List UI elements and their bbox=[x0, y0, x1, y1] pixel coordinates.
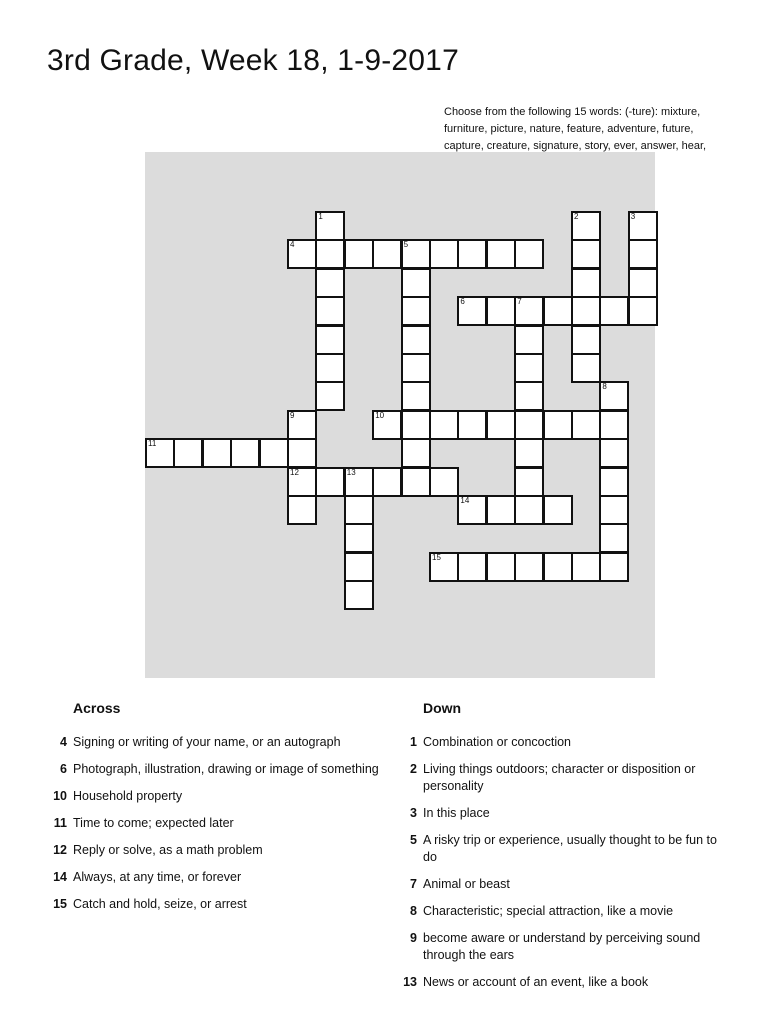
crossword-cell[interactable] bbox=[599, 410, 629, 440]
crossword-cell[interactable] bbox=[457, 296, 487, 326]
clue-number: 7 bbox=[410, 877, 417, 891]
crossword-cell[interactable] bbox=[514, 438, 544, 468]
across-clue-list bbox=[53, 734, 383, 913]
clue-number: 9 bbox=[410, 931, 417, 945]
clue-number: 10 bbox=[375, 410, 385, 420]
crossword-cell[interactable] bbox=[599, 523, 629, 553]
crossword-cell[interactable] bbox=[315, 353, 345, 383]
crossword-cell[interactable] bbox=[344, 495, 374, 525]
crossword-cell[interactable] bbox=[429, 467, 459, 497]
crossword-cell[interactable] bbox=[543, 495, 573, 525]
crossword-cell[interactable] bbox=[315, 211, 345, 241]
clue-text: Catch and hold, seize, or arrest bbox=[73, 897, 247, 911]
clue-number: 3 bbox=[410, 806, 417, 820]
crossword-cell[interactable] bbox=[401, 296, 431, 326]
crossword-cell[interactable] bbox=[628, 268, 658, 298]
crossword-cell[interactable] bbox=[259, 438, 289, 468]
crossword-cell[interactable] bbox=[401, 381, 431, 411]
crossword-cell[interactable] bbox=[599, 552, 629, 582]
crossword-cell[interactable] bbox=[315, 239, 345, 269]
down-clue bbox=[410, 761, 723, 795]
crossword-cell[interactable] bbox=[429, 410, 459, 440]
across-clue bbox=[53, 788, 383, 805]
crossword-cell[interactable] bbox=[401, 410, 431, 440]
crossword-cell[interactable] bbox=[287, 467, 317, 497]
crossword-cell[interactable] bbox=[315, 381, 345, 411]
clue-number: 5 bbox=[403, 240, 409, 250]
clue-number: 1 bbox=[410, 735, 417, 749]
crossword-cell[interactable] bbox=[372, 410, 402, 440]
clue-text: Time to come; expected later bbox=[73, 816, 234, 830]
crossword-cell[interactable] bbox=[571, 325, 601, 355]
clue-number: 8 bbox=[602, 382, 607, 392]
crossword-cell[interactable] bbox=[287, 495, 317, 525]
down-clue bbox=[410, 832, 723, 866]
crossword-cell[interactable] bbox=[315, 296, 345, 326]
crossword-cell[interactable] bbox=[571, 239, 601, 269]
clue-number: 11 bbox=[148, 439, 157, 449]
crossword-cell[interactable] bbox=[571, 552, 601, 582]
crossword-cell[interactable] bbox=[401, 467, 431, 497]
crossword-cell[interactable] bbox=[344, 580, 374, 610]
crossword-cell[interactable] bbox=[486, 296, 516, 326]
clue-number: 2 bbox=[410, 762, 417, 776]
down-clue bbox=[410, 903, 723, 920]
crossword-cell[interactable] bbox=[202, 438, 232, 468]
clue-number: 14 bbox=[53, 870, 67, 884]
down-clue bbox=[410, 930, 723, 964]
across-clue bbox=[53, 896, 383, 913]
word-bank: Choose from the following 15 words: (-ture): mixture, furniture, picture, nature, feature, adventure, future, capture, creature, signature, story, ever, answer, hear, bbox=[444, 106, 707, 152]
clue-number: 11 bbox=[53, 816, 67, 830]
crossword-cell[interactable] bbox=[486, 495, 516, 525]
crossword-cell[interactable] bbox=[628, 296, 658, 326]
crossword-grid bbox=[145, 152, 655, 678]
clue-number: 10 bbox=[53, 789, 67, 803]
clue-number: 6 bbox=[60, 762, 67, 776]
clue-number: 1 bbox=[318, 212, 323, 221]
crossword-cell[interactable] bbox=[401, 239, 431, 269]
crossword-cell[interactable] bbox=[287, 438, 317, 468]
down-clue bbox=[403, 974, 723, 991]
clue-number: 14 bbox=[460, 496, 470, 505]
crossword-cell[interactable] bbox=[457, 410, 487, 440]
crossword-cell[interactable] bbox=[599, 467, 629, 497]
crossword-cell[interactable] bbox=[315, 268, 345, 298]
crossword-cell[interactable] bbox=[486, 239, 516, 269]
crossword-cell[interactable] bbox=[315, 467, 345, 497]
clue-text: In this place bbox=[423, 806, 490, 820]
crossword-cell[interactable] bbox=[173, 438, 203, 468]
crossword-cell[interactable] bbox=[514, 410, 544, 440]
crossword-cell[interactable] bbox=[571, 268, 601, 298]
crossword-cell[interactable] bbox=[514, 239, 544, 269]
crossword-cell[interactable] bbox=[628, 239, 658, 269]
clue-number: 12 bbox=[290, 467, 299, 477]
down-clue bbox=[410, 734, 723, 751]
crossword-cell[interactable] bbox=[628, 211, 658, 241]
crossword-cell[interactable] bbox=[145, 438, 175, 468]
clue-number: 4 bbox=[60, 735, 67, 749]
crossword-cell[interactable] bbox=[543, 410, 573, 440]
clue-number: 13 bbox=[403, 975, 417, 989]
crossword-cell[interactable] bbox=[230, 438, 260, 468]
clue-text: Living things outdoors; character or disposition or personality bbox=[423, 762, 696, 793]
clue-text: Animal or beast bbox=[423, 877, 510, 891]
clue-text: Characteristic; special attraction, like a movie bbox=[423, 904, 674, 918]
clue-text: Always, at any time, or forever bbox=[73, 870, 242, 884]
crossword-cell[interactable] bbox=[486, 410, 516, 440]
down-clue-list bbox=[403, 734, 723, 991]
crossword-cell[interactable] bbox=[543, 296, 573, 326]
crossword-cell[interactable] bbox=[344, 239, 374, 269]
crossword-cell[interactable] bbox=[457, 495, 487, 525]
clue-text: A risky trip or experience, usually thought to be fun to do bbox=[423, 833, 717, 864]
across-heading: Across bbox=[73, 700, 121, 716]
crossword-cell[interactable] bbox=[571, 410, 601, 440]
crossword-cell[interactable] bbox=[571, 353, 601, 383]
crossword-cell[interactable] bbox=[514, 381, 544, 411]
down-clue bbox=[410, 805, 723, 822]
down-clue bbox=[410, 876, 723, 893]
across-clue bbox=[60, 761, 383, 778]
clue-number: 15 bbox=[432, 552, 441, 562]
crossword-cell[interactable] bbox=[514, 467, 544, 497]
crossword-cell[interactable] bbox=[372, 467, 402, 497]
down-heading: Down bbox=[423, 700, 462, 716]
crossword-cell[interactable] bbox=[514, 353, 544, 383]
clue-number: 3 bbox=[630, 212, 636, 221]
crossword-cell[interactable] bbox=[514, 296, 544, 326]
down-clues bbox=[403, 700, 723, 1001]
across-clue bbox=[60, 734, 383, 751]
crossword-cell[interactable] bbox=[401, 438, 431, 468]
clue-number: 9 bbox=[290, 410, 295, 420]
crossword-cell[interactable] bbox=[372, 239, 402, 269]
clue-text: Reply or solve, as a math problem bbox=[73, 843, 263, 857]
crossword-cell[interactable] bbox=[457, 239, 487, 269]
clue-number: 7 bbox=[517, 297, 522, 307]
crossword-cell[interactable] bbox=[486, 552, 516, 582]
crossword-cell[interactable] bbox=[457, 552, 487, 582]
across-clue bbox=[53, 815, 383, 832]
clue-number: 2 bbox=[574, 212, 579, 221]
clue-number: 5 bbox=[410, 833, 417, 847]
crossword-cell[interactable] bbox=[599, 438, 629, 468]
clue-number: 13 bbox=[346, 467, 356, 477]
page-title: 3rd Grade, Week 18, 1-9-2017 bbox=[47, 44, 459, 77]
crossword-cell[interactable] bbox=[514, 325, 544, 355]
crossword-cell[interactable] bbox=[571, 296, 601, 326]
crossword-cell[interactable] bbox=[401, 353, 431, 383]
clue-number: 15 bbox=[53, 897, 67, 911]
clue-text: Combination or concoction bbox=[423, 735, 571, 749]
crossword-cell[interactable] bbox=[599, 381, 629, 411]
clue-text: become aware or understand by perceiving sound through the ears bbox=[423, 931, 701, 962]
clue-text: News or account of an event, like a book bbox=[423, 975, 649, 989]
crossword-cell[interactable] bbox=[344, 467, 374, 497]
crossword-cell[interactable] bbox=[429, 552, 459, 582]
crossword-cell[interactable] bbox=[287, 239, 317, 269]
crossword-cell[interactable] bbox=[315, 325, 345, 355]
across-clue bbox=[53, 869, 383, 886]
crossword-cell[interactable] bbox=[401, 325, 431, 355]
crossword-cell[interactable] bbox=[571, 211, 601, 241]
crossword-cell[interactable] bbox=[514, 495, 544, 525]
crossword-cell[interactable] bbox=[543, 552, 573, 582]
clue-number: 6 bbox=[460, 297, 465, 307]
clue-number: 4 bbox=[290, 240, 295, 250]
crossword-cell[interactable] bbox=[287, 410, 317, 440]
clue-text: Household property bbox=[73, 789, 183, 803]
clue-number: 8 bbox=[410, 904, 417, 918]
clue-number: 12 bbox=[53, 843, 67, 857]
crossword-cell[interactable] bbox=[514, 552, 544, 582]
crossword-cell[interactable] bbox=[599, 495, 629, 525]
crossword-cell[interactable] bbox=[429, 239, 459, 269]
crossword-cell[interactable] bbox=[401, 268, 431, 298]
clue-text: Photograph, illustration, drawing or image of something bbox=[73, 762, 379, 776]
across-clues bbox=[53, 700, 383, 923]
crossword-cell[interactable] bbox=[344, 523, 374, 553]
across-clue bbox=[53, 842, 383, 859]
crossword-cell[interactable] bbox=[599, 296, 629, 326]
clue-text: Signing or writing of your name, or an autograph bbox=[73, 735, 341, 749]
crossword-cell[interactable] bbox=[344, 552, 374, 582]
